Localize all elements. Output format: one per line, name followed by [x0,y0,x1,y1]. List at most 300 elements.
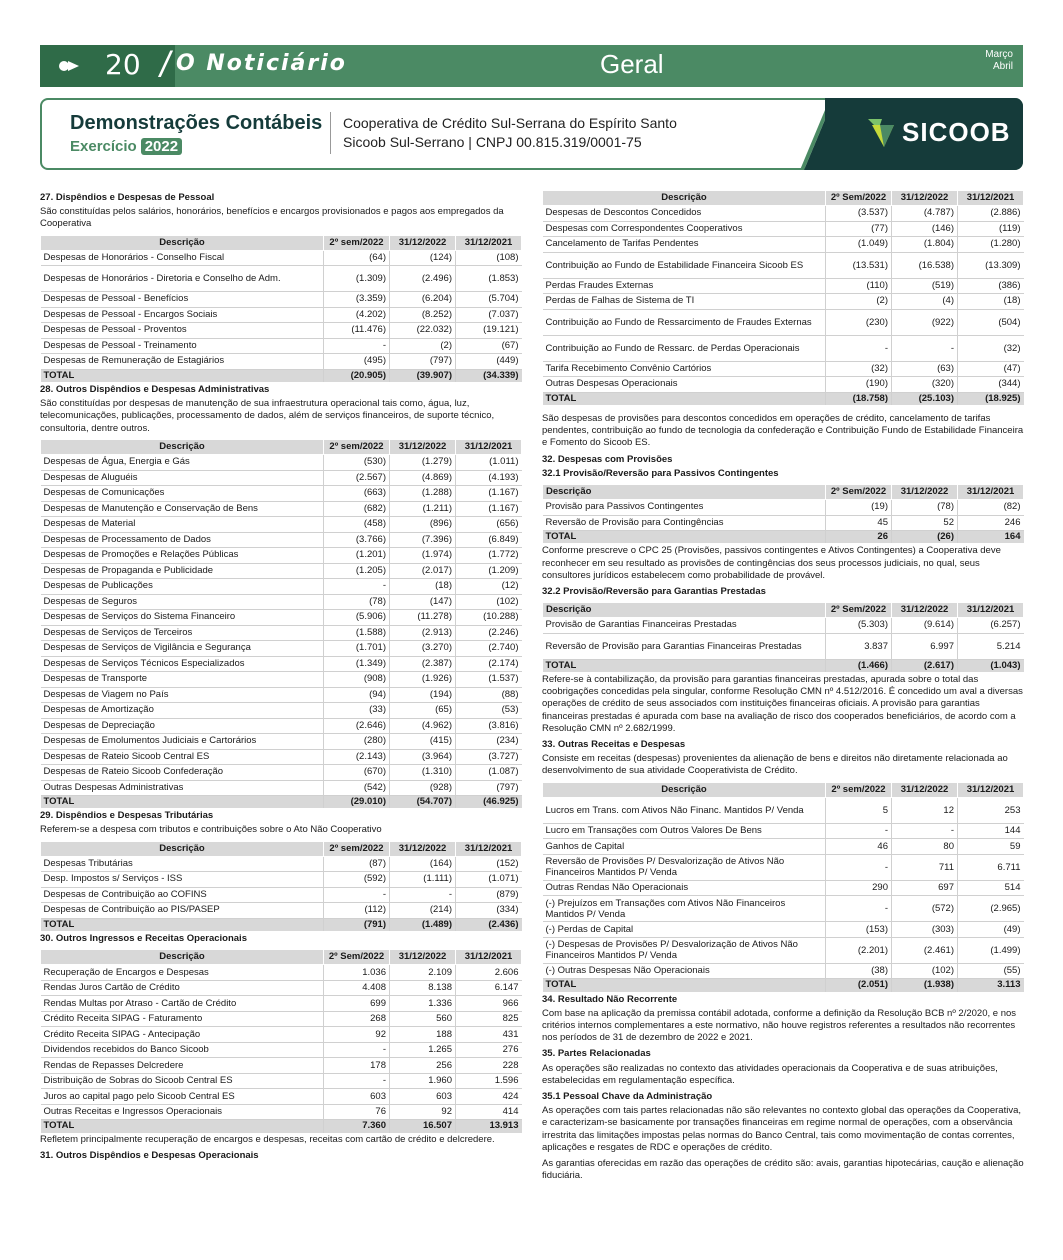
row-value: 424 [456,1089,522,1105]
row-label: Contribuição ao Fundo de Estabilidade Financeira Sicoob ES [543,252,826,278]
row-label: Crédito Receita SIPAG - Antecipação [41,1027,324,1043]
total-value: (20.905) [324,369,390,382]
row-value: (1.280) [958,237,1024,253]
table-row [41,1073,522,1089]
column-header: 31/12/2021 [456,841,522,856]
s35-text2: As operações com tais partes relacionadas não são relevantes no contexto global das operações da Cooperativa, e caracterizam-se basicamente por transações financeiras em regime normal de operações, com a observância irrestrita das limitações impostas pelas normas do Banco Central, tais como movimentação de contas correntes, aplicações e resgates de RDC e operações de crédito. [542,1105,1021,1153]
row-value: (47) [958,361,1024,377]
row-value: 80 [892,839,958,855]
table-row [41,579,522,595]
row-value: (2.387) [390,656,456,672]
row-label: Despesas de Rateio Sicoob Central ES [41,749,324,765]
table-total-row [41,918,522,931]
row-label: Despesas de Serviços de Terceiros [41,625,324,641]
total-label: TOTAL [543,659,826,672]
table-row [41,980,522,996]
column-header: 31/12/2022 [390,439,456,454]
total-label: TOTAL [41,918,324,931]
total-label: TOTAL [41,369,324,382]
row-value: (797) [390,354,456,370]
row-value: (1.011) [456,455,522,471]
row-value: (1.211) [390,501,456,517]
row-value: (4.193) [456,470,522,486]
row-value: - [324,887,390,903]
row-value: 8.138 [390,980,456,996]
row-label: Desp. Impostos s/ Serviços - ISS [41,872,324,888]
table-row [41,641,522,657]
table-row [543,963,1024,979]
row-label: Despesas de Publicações [41,579,324,595]
row-value: (2.740) [456,641,522,657]
row-value: (11.278) [390,610,456,626]
row-value: (164) [390,856,456,872]
row-label: Despesas de Transporte [41,672,324,688]
row-label: Despesas de Amortização [41,703,324,719]
row-value: (13.531) [826,252,892,278]
row-value: (542) [324,780,390,796]
table-row [41,1104,522,1120]
total-value: 7.360 [324,1120,390,1133]
row-value: 290 [826,880,892,896]
row-value: (6.257) [958,618,1024,634]
s27-table [40,235,522,382]
row-label: Rendas de Repasses Delcredere [41,1058,324,1074]
row-value: (230) [826,309,892,335]
row-label: Despesas de Aluguéis [41,470,324,486]
total-label: TOTAL [41,796,324,809]
row-value: (82) [958,500,1024,516]
row-value: (928) [390,780,456,796]
row-value: (1.772) [456,548,522,564]
row-label: Despesas de Pessoal - Treinamento [41,338,324,354]
row-value: (78) [324,594,390,610]
row-value: 92 [390,1104,456,1120]
total-label: TOTAL [41,1120,324,1133]
table-header-row [543,782,1024,797]
s30-table [40,949,522,1132]
row-value: 1.265 [390,1042,456,1058]
row-value: (110) [826,278,892,294]
column-header: 31/12/2022 [390,950,456,965]
row-label: Despesas de Pessoal - Benefícios [41,292,324,308]
row-value: 2.606 [456,965,522,981]
total-label: TOTAL [543,979,826,992]
row-value: (124) [390,250,456,266]
total-label: TOTAL [543,392,826,405]
column-header: 31/12/2021 [958,484,1024,499]
table-row [543,252,1024,278]
row-value: (922) [892,309,958,335]
s31-title: 31. Outros Dispêndios e Despesas Operacionais [40,1149,259,1161]
row-value: (53) [456,703,522,719]
column-header: Descrição [41,950,324,965]
row-label: Distribuição de Sobras do Sicoob Central ES [41,1073,324,1089]
column-header: 31/12/2021 [958,782,1024,797]
row-value: (1.049) [826,237,892,253]
row-value: (234) [456,734,522,750]
table-row [41,672,522,688]
table-row [41,872,522,888]
row-value: - [892,335,958,361]
table-row [41,470,522,486]
row-label: Contribuição ao Fundo de Ressarc. de Perdas Operacionais [543,335,826,361]
column-header: 2º sem/2022 [324,841,390,856]
row-value: (572) [892,896,958,922]
table-row [543,797,1024,823]
row-value: (3.964) [390,749,456,765]
table-total-row [543,659,1024,672]
row-value: 414 [456,1104,522,1120]
s31-table [542,190,1024,405]
s28-table [40,439,522,808]
column-header: 2º sem/2022 [324,439,390,454]
row-value: 3.837 [826,633,892,659]
row-value: 178 [324,1058,390,1074]
row-value: (1.167) [456,486,522,502]
row-value: (194) [390,687,456,703]
row-label: (-) Outras Despesas Não Operacionais [543,963,826,979]
row-value: (63) [892,361,958,377]
row-value: (2.965) [958,896,1024,922]
total-value: (2.436) [456,918,522,931]
table-row [41,1042,522,1058]
row-value: (7.037) [456,307,522,323]
table-header-row [543,191,1024,206]
row-value: (1.309) [324,266,390,292]
row-value: 699 [324,996,390,1012]
column-header: 31/12/2022 [390,841,456,856]
row-value: (16.538) [892,252,958,278]
row-value: 45 [826,515,892,531]
row-value: 4.408 [324,980,390,996]
row-label: Contribuição ao Fundo de Ressarcimento de Fraudes Externas [543,309,826,335]
row-value: (13.309) [958,252,1024,278]
row-value: (2.913) [390,625,456,641]
row-value: (5.704) [456,292,522,308]
row-value: (2.646) [324,718,390,734]
row-label: Despesas Tributárias [41,856,324,872]
table-row [543,500,1024,516]
table-row [543,377,1024,393]
table-header-row [543,484,1024,499]
row-value: 966 [456,996,522,1012]
row-value: (49) [958,922,1024,938]
total-value: (29.010) [324,796,390,809]
right-column [542,190,1024,1186]
column-header: 31/12/2021 [456,439,522,454]
table-row [41,1089,522,1105]
row-value: (4.962) [390,718,456,734]
s35-text3: As garantias oferecidas em razão das operações de crédito são: avais, garantias hipotecárias, caução e alienação fiduciária. [542,1158,1024,1182]
total-value: (1.489) [390,918,456,931]
row-value: (152) [456,856,522,872]
table-row [41,1058,522,1074]
newspaper-name: O Noticiário [176,51,347,76]
column-header: 31/12/2021 [958,191,1024,206]
row-value: 6.997 [892,633,958,659]
row-label: Perdas Fraudes Externas [543,278,826,294]
row-value: (119) [958,221,1024,237]
table-row [41,307,522,323]
table-total-row [41,369,522,382]
row-value: (656) [456,517,522,533]
row-value: (1.209) [456,563,522,579]
row-value: 825 [456,1011,522,1027]
row-value: (682) [324,501,390,517]
row-value: (67) [456,338,522,354]
row-value: (1.087) [456,765,522,781]
row-value: 431 [456,1027,522,1043]
column-header: 2º sem/2022 [826,782,892,797]
row-value: (112) [324,903,390,919]
table-row [543,896,1024,922]
table-total-row [543,531,1024,544]
row-value: (334) [456,903,522,919]
row-value: (458) [324,517,390,533]
table-header-row [41,841,522,856]
total-label: TOTAL [543,531,826,544]
table-row [41,354,522,370]
table-row [41,486,522,502]
row-value: 246 [958,515,1024,531]
row-value: (320) [892,377,958,393]
column-header: 31/12/2022 [390,235,456,250]
table-row [543,618,1024,634]
total-value: (791) [324,918,390,931]
s32-note-2: Refere-se à contabilização, da provisão para garantias financeiras prestadas, apurada sobre o total das coobrigações concedidas pela singular, conforme Resolução CMN nº 4.512/2016. É concedido um aval a diversas operações de crédito de seus associados com instituições financeiras oficiais. A provisão para garantias financeiras prestadas é apurada com base na avaliação de risco dos cooperados beneficiários, de acordo com a Resolução CMN nº 2.682/1999. [542,674,1023,734]
title-divider [330,112,331,154]
column-header: Descrição [543,191,826,206]
row-value: (214) [390,903,456,919]
issue-month-1: Março [985,49,1013,60]
row-label: Provisão para Passivos Contingentes [543,500,826,516]
row-value: 1.596 [456,1073,522,1089]
s28-title: 28. Outros Dispêndios e Despesas Administrativas [40,384,270,396]
s30-title: 30. Outros Ingressos e Receitas Operacionais [40,933,247,945]
row-value: - [324,1042,390,1058]
row-value: 144 [958,823,1024,839]
sicoob-logo-text: SICOOB [902,117,1011,147]
s32-note-1: Conforme prescreve o CPC 25 (Provisões, passivos contingentes e Ativos Contingentes) a Cooperativa deve reconhecer em seu resultado as provisões de contingências dos seus processos judiciais, no qual, seus consultores jurídicos estabelecem como probabilidade de provável. [542,545,1001,581]
s31-note: São despesas de provisões para descontos concedidos em operações de crédito, cancelamento de tarifas pendentes, contribuição ao fundo de tecnologia da confederação e Contribuição Fundo de Estabilidade Financeira e Fomento do Sicoob ES. [542,412,1024,449]
row-value: (3.766) [324,532,390,548]
row-label: Reversão de Provisões P/ Desvalorização de Ativos Não Financeiros Mantidos P/ Venda [543,854,826,880]
row-value: 76 [324,1104,390,1120]
row-value: (4.869) [390,470,456,486]
cooperative-name: Cooperativa de Crédito Sul-Serrana do Espírito Santo [343,115,677,131]
row-value: (19) [826,500,892,516]
row-label: Reversão de Provisão para Contingências [543,515,826,531]
row-label: Despesas de Emolumentos Judiciais e Cartorários [41,734,324,750]
row-label: Juros ao capital pago pelo Sicoob Central ES [41,1089,324,1105]
row-value: (10.288) [456,610,522,626]
table-row [41,610,522,626]
row-value: 603 [324,1089,390,1105]
row-value: (415) [390,734,456,750]
row-value: (1.588) [324,625,390,641]
row-label: Dividendos recebidos do Banco Sicoob [41,1042,324,1058]
row-value: (1.804) [892,237,958,253]
row-value: (530) [324,455,390,471]
row-value: 603 [390,1089,456,1105]
row-value: (504) [958,309,1024,335]
row-value: (11.476) [324,323,390,339]
row-value: 1.036 [324,965,390,981]
row-value: (2) [390,338,456,354]
row-value: (19.121) [456,323,522,339]
table-row [543,823,1024,839]
row-value: (33) [324,703,390,719]
table-row [543,937,1024,963]
table-row [41,338,522,354]
s32-title: 32. Despesas com Provisões [542,453,673,465]
column-header: 2º sem/2022 [324,235,390,250]
total-value: (18.758) [826,392,892,405]
table-row [543,839,1024,855]
row-value: (3.816) [456,718,522,734]
table-row [41,718,522,734]
exercise-text: Exercício [70,138,137,155]
row-label: Despesas de Descontos Concedidos [543,206,826,222]
row-label: Despesas de Depreciação [41,718,324,734]
table-total-row [41,796,522,809]
table-row [41,903,522,919]
row-label: Lucros em Trans. com Ativos Não Financ. Mantidos P/ Venda [543,797,826,823]
row-value: - [826,854,892,880]
column-header: 31/12/2022 [892,191,958,206]
row-value: 560 [390,1011,456,1027]
table-row [543,335,1024,361]
row-value: (4.202) [324,307,390,323]
row-value: 59 [958,839,1024,855]
table-row [41,749,522,765]
table-row [41,1011,522,1027]
row-value: (908) [324,672,390,688]
row-label: Despesas de Propaganda e Publicidade [41,563,324,579]
row-value: (38) [826,963,892,979]
row-value: (78) [892,500,958,516]
row-label: Despesas de Pessoal - Encargos Sociais [41,307,324,323]
table-row [41,266,522,292]
row-label: Ganhos de Capital [543,839,826,855]
row-value: 276 [456,1042,522,1058]
row-label: Despesas de Pessoal - Proventos [41,323,324,339]
total-value: (18.925) [958,392,1024,405]
table-header-row [41,235,522,250]
row-label: Despesas de Viagem no País [41,687,324,703]
row-value: (663) [324,486,390,502]
row-value: 92 [324,1027,390,1043]
row-value: (1.499) [958,937,1024,963]
table-row [41,1027,522,1043]
row-value: (4.787) [892,206,958,222]
row-value: 6.147 [456,980,522,996]
header-slash: / [160,44,171,85]
arrow-icon [58,58,80,74]
column-header: 2º Sem/2022 [826,191,892,206]
table-row [543,880,1024,896]
row-value: (3.270) [390,641,456,657]
row-label: Recuperação de Encargos e Despesas [41,965,324,981]
s32-table-2 [542,602,1024,672]
table-header-row [41,950,522,965]
row-value: (1.167) [456,501,522,517]
row-value: (1.310) [390,765,456,781]
s35-title: 35. Partes Relacionadas [542,1048,651,1060]
total-value: 13.913 [456,1120,522,1133]
row-value: (9.614) [892,618,958,634]
row-label: Despesas de Serviços do Sistema Financeiro [41,610,324,626]
row-value: (5.303) [826,618,892,634]
row-label: Outras Receitas e Ingressos Operacionais [41,1104,324,1120]
section-name: Geral [600,49,664,79]
row-value: 268 [324,1011,390,1027]
row-value: (1.071) [456,872,522,888]
row-label: Despesas de Material [41,517,324,533]
table-row [543,854,1024,880]
total-value: (39.907) [390,369,456,382]
row-label: Outras Rendas Não Operacionais [543,880,826,896]
cooperative-info [343,114,677,152]
row-value: 2.109 [390,965,456,981]
row-value: 514 [958,880,1024,896]
row-value: (55) [958,963,1024,979]
s33-text: Consiste em receitas (despesas) provenientes da alienação de bens e direitos não diretamente relacionada ao desenvolvimento de sua atividade Cooperativista de Crédito. [542,753,1008,777]
s33-table [542,782,1024,992]
row-value: 711 [892,854,958,880]
row-value: (1.279) [390,455,456,471]
row-value: (88) [456,687,522,703]
row-label: Provisão de Garantias Financeiras Prestadas [543,618,826,634]
row-value: (1.288) [390,486,456,502]
table-row [41,292,522,308]
row-value: (1.205) [324,563,390,579]
column-header: 2º Sem/2022 [826,603,892,618]
row-value: (449) [456,354,522,370]
table-row [543,922,1024,938]
row-label: Despesas de Serviços Técnicos Especializados [41,656,324,672]
row-value: (303) [892,922,958,938]
total-value: (1.043) [958,659,1024,672]
table-row [41,856,522,872]
table-row [543,221,1024,237]
row-label: Despesas de Promoções e Relações Públicas [41,548,324,564]
row-label: (-) Despesas de Provisões P/ Desvalorização de Ativos Não Financeiros Mantidos P/ Venda [543,937,826,963]
row-value: (7.396) [390,532,456,548]
total-value: 164 [958,531,1024,544]
issue-month-2: Abril [992,61,1013,72]
total-value: (2.051) [826,979,892,992]
row-label: Despesas de Honorários - Diretoria e Conselho de Adm. [41,266,324,292]
row-value: (2.201) [826,937,892,963]
row-value: (108) [456,250,522,266]
column-header: Descrição [41,841,324,856]
row-value: 46 [826,839,892,855]
table-row [41,687,522,703]
row-label: Despesas de Contribuição ao PIS/PASEP [41,903,324,919]
row-value: 256 [390,1058,456,1074]
row-value: (1.201) [324,548,390,564]
table-row [41,965,522,981]
s32-sub2: 32.2 Provisão/Reversão para Garantias Prestadas [542,585,766,597]
total-value: (1.466) [826,659,892,672]
row-value: (65) [390,703,456,719]
row-value: 6.711 [958,854,1024,880]
row-value: (147) [390,594,456,610]
column-header: Descrição [41,439,324,454]
table-header-row [543,603,1024,618]
row-value: - [324,1073,390,1089]
